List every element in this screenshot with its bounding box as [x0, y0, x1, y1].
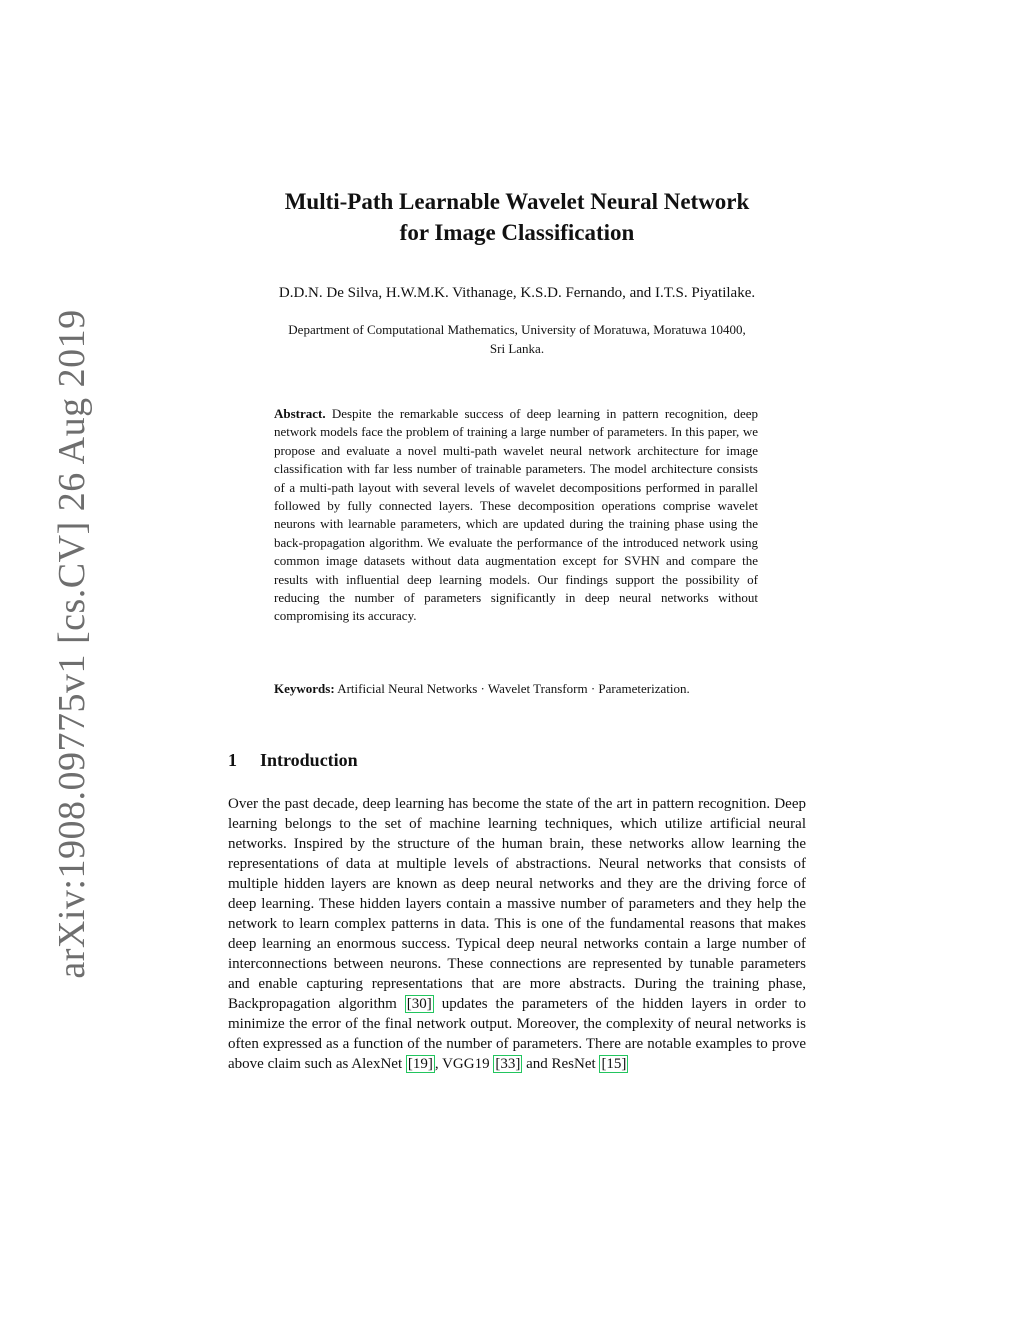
affiliation	[228, 320, 806, 358]
authors: D.D.N. De Silva, H.W.M.K. Vithanage, K.S.D. Fernando, and I.T.S. Piyatilake.	[278, 285, 756, 301]
citation-link[interactable]: [30]	[406, 996, 432, 1012]
intro-text-4: and ResNet	[522, 1056, 600, 1072]
citation-link[interactable]: [33]	[495, 1056, 521, 1072]
abstract	[274, 405, 758, 626]
abstract-text: Despite the remarkable success of deep learning in pattern recognition, deep network models face the problem of training a large number of parameters. In this paper, we propose and evaluate a novel multi-path wavelet neural network architecture for image classification with far less number of trainable parameters. The model architecture consists of a multi-path layout with several levels of wavelet decompositions performed in parallel followed by fully connected layers. These decomposition operations comprise wavelet neurons with learnable parameters, which are updated during the training phase using the back-propagation algorithm. We evaluate the performance of the introduced network using common image datasets without data augmentation except for SVHN and compare the results with influential deep learning models. Our findings support the possibility of reducing the number of parameters significantly in deep neural networks without compromising its accuracy.	[274, 406, 759, 624]
citation-link[interactable]: [19]	[407, 1056, 433, 1072]
citation-link[interactable]: [15]	[601, 1056, 627, 1072]
abstract-label: Abstract.	[274, 406, 326, 421]
section-title: Introduction	[260, 750, 358, 770]
intro-text-2: updates the parameters of the hidden layers in order to minimize the error of the final network output. Moreover, the complexity of neural networks is often expressed as a function of the number of parameters. There are notable examples to prove above claim such as AlexNet	[228, 996, 806, 1072]
intro-text-1: Over the past decade, deep learning has become the state of the art in pattern recognition. Deep learning belongs to the set of machine learning techniques, which utilize artificial neural networks. Inspired by the structure of the human brain, these networks allow learning the representations of data at multiple levels of abstractions. Neural networks that consists of multiple hidden layers are known as deep neural networks and they are the driving force of deep learning. These hidden layers contain a massive number of parameters and they help the network to learn complex patterns in data. This is one of the fundamental reasons that makes deep learning an enormous success. Typical deep neural networks contain a large number of interconnections between neurons. These connections are represented by tunable parameters and enable capturing representations that are more abstracts. During the training phase, Backpropagation algorithm	[228, 796, 806, 1012]
keywords-label: Keywords:	[274, 681, 335, 696]
section-number: 1	[228, 750, 237, 770]
title-line-2: for Image Classification	[399, 220, 635, 245]
introduction-paragraph	[228, 794, 806, 1074]
affiliation-line-1: Department of Computational Mathematics, University of Moratuwa, Moratuwa 10400,	[288, 322, 746, 337]
section-heading	[228, 750, 806, 771]
keywords-text: Artificial Neural Networks · Wavelet Transform · Parameterization.	[337, 681, 690, 696]
keywords	[274, 680, 758, 698]
title-line-1: Multi-Path Learnable Wavelet Neural Network	[284, 189, 750, 214]
affiliation-line-2: Sri Lanka.	[489, 341, 545, 356]
arxiv-identifier: arXiv:1908.09775v1 [cs.CV] 26 Aug 2019	[51, 309, 93, 979]
intro-text-3: , VGG19	[434, 1056, 494, 1072]
paper-title	[228, 186, 806, 248]
